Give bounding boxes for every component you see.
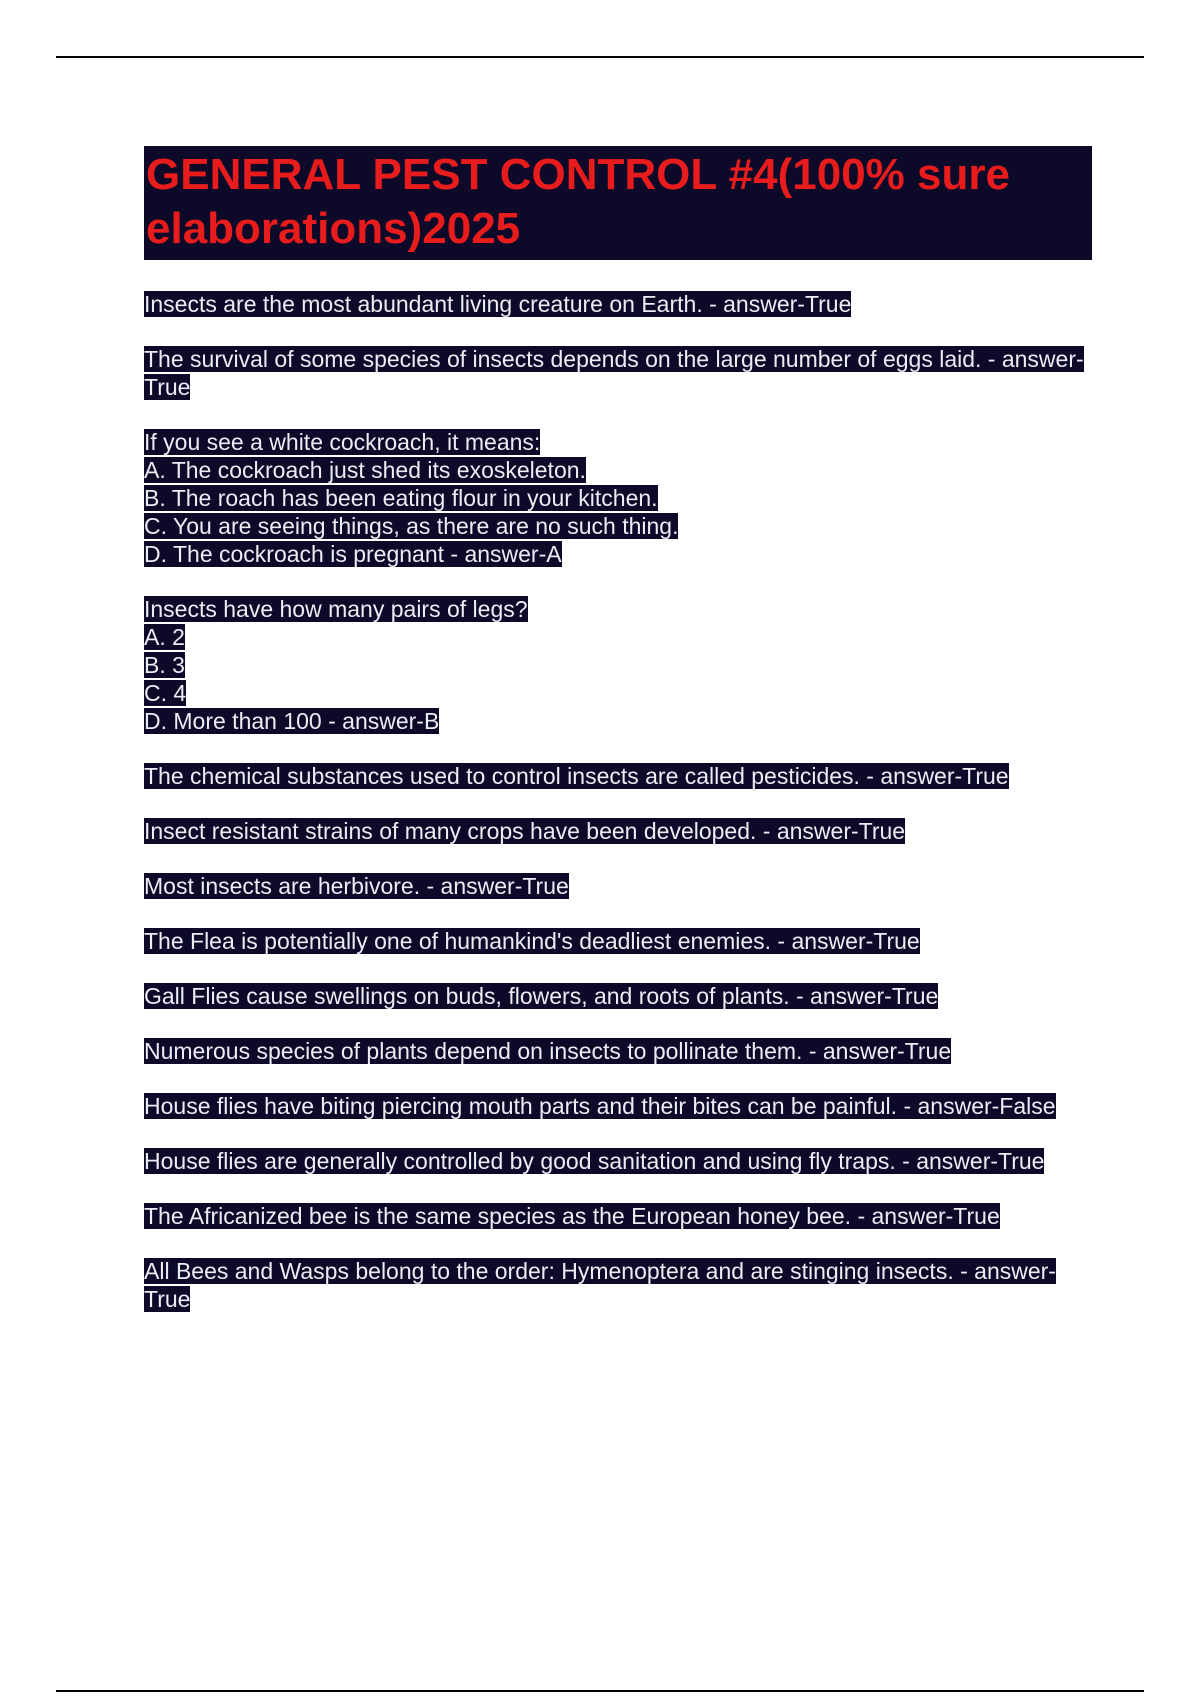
qa-line [144,707,1092,735]
highlighted-text: The Flea is potentially one of humankind's deadliest enemies. - answer-True [144,928,920,954]
highlighted-text: Insects have how many pairs of legs? [144,596,528,622]
qa-line [144,512,1092,540]
qa-line [144,484,1092,512]
qa-line [144,345,1092,401]
qa-item [144,595,1092,735]
qa-item [144,345,1092,401]
highlighted-text: Gall Flies cause swellings on buds, flowers, and roots of plants. - answer-True [144,983,939,1009]
qa-line [144,1147,1092,1175]
highlighted-text: C. You are seeing things, as there are no such thing. [144,513,679,539]
qa-line [144,1037,1092,1065]
qa-line [144,679,1092,707]
qa-item [144,817,1092,845]
title-block [144,146,1092,260]
qa-list [144,290,1092,1313]
qa-line [144,540,1092,568]
highlighted-text: House flies are generally controlled by good sanitation and using fly traps. - answer-True [144,1148,1045,1174]
top-rule [56,56,1144,58]
qa-item [144,1037,1092,1065]
highlighted-text: D. The cockroach is pregnant - answer-A [144,541,562,567]
qa-item [144,1257,1092,1313]
qa-line [144,651,1092,679]
qa-line [144,623,1092,651]
qa-line [144,982,1092,1010]
highlighted-text: The Africanized bee is the same species as the European honey bee. - answer-True [144,1203,1000,1229]
highlighted-text: A. 2 [144,624,185,650]
qa-line [144,1092,1092,1120]
qa-line [144,1257,1092,1313]
qa-line [144,872,1092,900]
highlighted-text: B. The roach has been eating flour in your kitchen. [144,485,658,511]
highlighted-text: The survival of some species of insects depends on the large number of eggs laid. - answer-True [144,346,1084,400]
qa-item [144,290,1092,318]
qa-line [144,290,1092,318]
qa-item [144,1147,1092,1175]
highlighted-text: Insects are the most abundant living creature on Earth. - answer-True [144,291,852,317]
highlighted-text: If you see a white cockroach, it means: [144,429,541,455]
bottom-rule [56,1690,1144,1692]
qa-item [144,762,1092,790]
highlighted-text: A. The cockroach just shed its exoskeleton. [144,457,586,483]
highlighted-text: Insect resistant strains of many crops have been developed. - answer-True [144,818,906,844]
highlighted-text: Numerous species of plants depend on insects to pollinate them. - answer-True [144,1038,952,1064]
qa-item [144,1092,1092,1120]
qa-item [144,982,1092,1010]
qa-line [144,927,1092,955]
highlighted-text: D. More than 100 - answer-B [144,708,440,734]
highlighted-text: C. 4 [144,680,187,706]
highlighted-text: House flies have biting piercing mouth parts and their bites can be painful. - answer-False [144,1093,1056,1119]
qa-line [144,428,1092,456]
qa-line [144,1202,1092,1230]
qa-item [144,927,1092,955]
document-title: GENERAL PEST CONTROL #4(100% sure elaborations)2025 [146,150,1010,253]
highlighted-text: Most insects are herbivore. - answer-True [144,873,569,899]
qa-line [144,595,1092,623]
document-body [144,146,1092,1340]
highlighted-text: B. 3 [144,652,185,678]
highlighted-text: The chemical substances used to control insects are called pesticides. - answer-True [144,763,1009,789]
qa-item [144,1202,1092,1230]
qa-item [144,428,1092,568]
qa-line [144,817,1092,845]
qa-item [144,872,1092,900]
qa-line [144,456,1092,484]
qa-line [144,762,1092,790]
highlighted-text: All Bees and Wasps belong to the order: Hymenoptera and are stinging insects. - answer-True [144,1258,1056,1312]
